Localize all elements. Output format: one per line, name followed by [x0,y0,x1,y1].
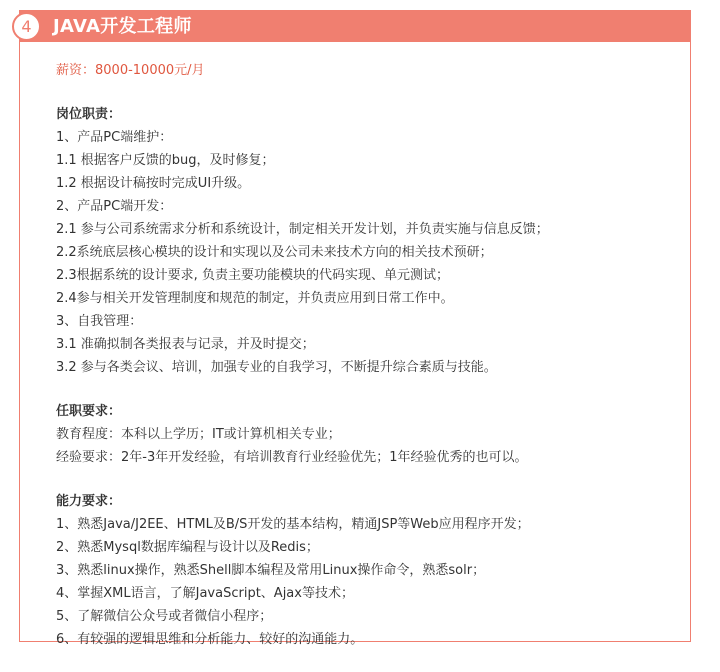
section-title: 岗位职责： [56,107,122,122]
job-content [56,59,686,672]
list-item: 2、熟悉Mysql数据库编程与设计以及Redis； [56,540,319,555]
list-item: 1.1 根据客户反馈的bug，及时修复； [56,153,275,168]
section-title: 任职要求： [56,404,122,419]
list-item: 2.2系统底层核心模块的设计和实现以及公司未来技术方向的相关技术预研； [56,245,493,260]
section-requirements [56,400,686,469]
job-title: JAVA开发工程师 [53,16,192,37]
list-item: 3.2 参与各类会议、培训，加强专业的自我学习，不断提升综合素质与技能。 [56,360,497,375]
list-item: 3、熟悉linux操作，熟悉Shell脚本编程及常用Linux操作命令，熟悉solr； [56,563,486,578]
list-item: 教育程度：本科以上学历；IT或计算机相关专业； [56,427,341,442]
list-item: 5、了解微信公众号或者微信小程序； [56,609,273,624]
list-item: 1、产品PC端维护： [56,130,173,145]
list-item: 2.1 参与公司系统需求分析和系统设计，制定相关开发计划，并负责实施与信息反馈； [56,222,549,237]
job-card [19,10,691,647]
list-item: 4、掌握XML语言，了解JavaScript、Ajax等技术； [56,586,354,601]
section-skills [56,490,686,651]
list-item: 2.3根据系统的设计要求, 负责主要功能模块的代码实现、单元测试； [56,268,449,283]
section-responsibilities [56,103,686,379]
list-item: 1、熟悉Java/J2EE、HTML及B/S开发的基本结构，精通JSP等Web应用程序开发； [56,517,530,532]
list-item: 6、有较强的逻辑思维和分析能力、较好的沟通能力。 [56,632,364,647]
list-item: 1.2 根据设计稿按时完成UI升级。 [56,176,251,191]
card-header [20,11,690,42]
salary-text: 薪资：8000-10000元/月 [56,63,205,78]
list-item: 3.1 准确拟制各类报表与记录，并及时提交； [56,337,315,352]
list-item: 经验要求：2年-3年开发经验，有培训教育行业经验优先；1年经验优秀的也可以。 [56,450,528,465]
number-badge-label: 4 [21,17,32,36]
list-item: 2.4参与相关开发管理制度和规范的制定，并负责应用到日常工作中。 [56,291,454,306]
list-item: 2、产品PC端开发： [56,199,173,214]
section-title: 能力要求： [56,494,122,509]
list-item: 3、自我管理： [56,314,143,329]
number-badge [12,12,41,41]
